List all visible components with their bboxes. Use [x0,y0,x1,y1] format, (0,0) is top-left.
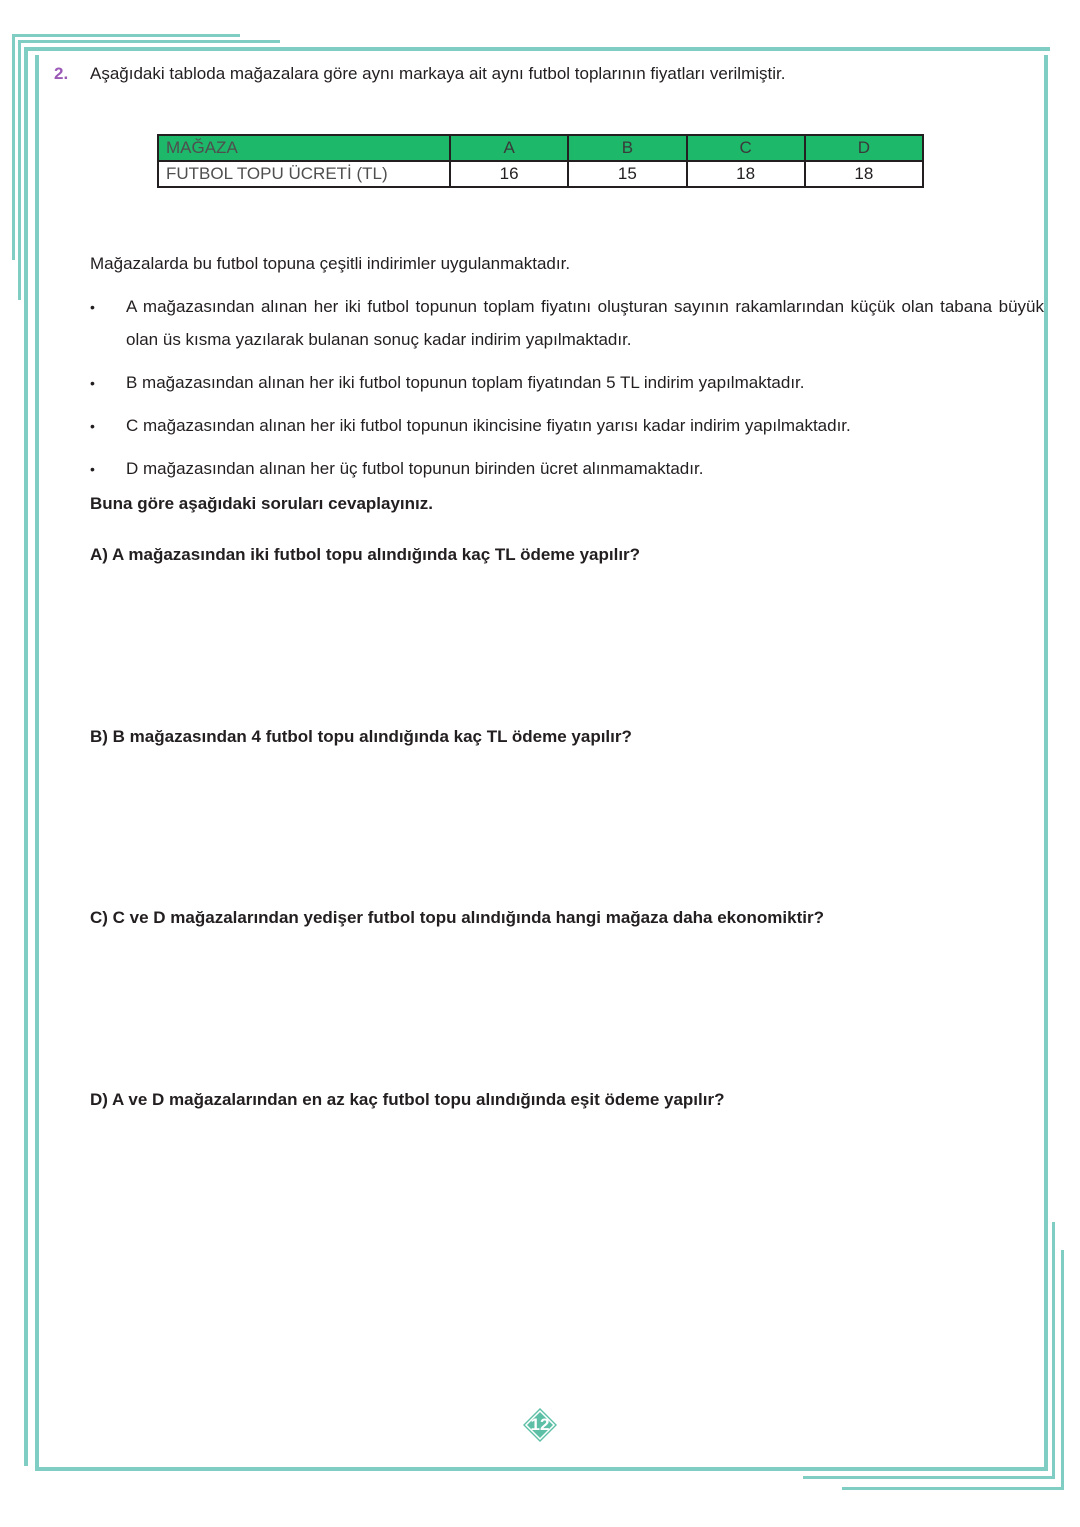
store-a-header: A [450,135,568,161]
price-table [157,134,924,188]
discount-intro: Mağazalarda bu futbol topuna çeşitli indirimler uygulanmaktadır. [90,254,571,273]
bullet-text-b: B mağazasından alınan her iki futbol topunun toplam fiyatından 5 TL indirim yapılmaktadır. [126,373,805,392]
question-number: 2. [54,64,69,83]
store-b-price: 15 [568,161,686,187]
store-c-header: C [687,135,805,161]
page-number: 12 [530,1415,550,1434]
subquestion-b: B) B mağazasından 4 futbol topu alındığında kaç TL ödeme yapılır? [90,727,632,746]
bullet-icon: • [90,299,95,315]
bullet-icon: • [90,461,95,477]
bullet-icon: • [90,375,95,391]
page-number-badge [523,1408,557,1442]
instruction: Buna göre aşağıdaki soruları cevaplayınız. [90,494,433,513]
subquestion-a: A) A mağazasından iki futbol topu alındığında kaç TL ödeme yapılır? [90,545,641,564]
store-d-price: 18 [805,161,923,187]
store-c-price: 18 [687,161,805,187]
store-d-header: D [805,135,923,161]
subquestion-c: C) C ve D mağazalarından yedişer futbol topu alındığında hangi mağaza daha ekonomiktir? [90,908,824,927]
table-row [158,161,923,187]
bullet-text-a: A mağazasından alınan her iki futbol topunun toplam fiyatını oluşturan sayının rakamlarından küçük olan tabana büyük olan üs kısma yazılarak bulanan sonuç kadar indirim yapılmaktadır. [126,297,1044,349]
store-a-price: 16 [450,161,568,187]
table-row-label: FUTBOL TOPU ÜCRETİ (TL) [158,161,450,187]
bullet-text-c: C mağazasından alınan her iki futbol topunun ikincisine fiyatın yarısı kadar indirim yapılmaktadır. [126,416,851,435]
table-header-label: MAĞAZA [158,135,450,161]
question-intro: Aşağıdaki tabloda mağazalara göre aynı markaya ait aynı futbol toplarının fiyatları verilmiştir. [90,64,786,83]
store-b-header: B [568,135,686,161]
table-header-row [158,135,923,161]
bullet-text-d: D mağazasından alınan her üç futbol topunun birinden ücret alınmamaktadır. [126,459,704,478]
bullet-icon: • [90,418,95,434]
subquestion-d: D) A ve D mağazalarından en az kaç futbol topu alındığında eşit ödeme yapılır? [90,1090,725,1109]
